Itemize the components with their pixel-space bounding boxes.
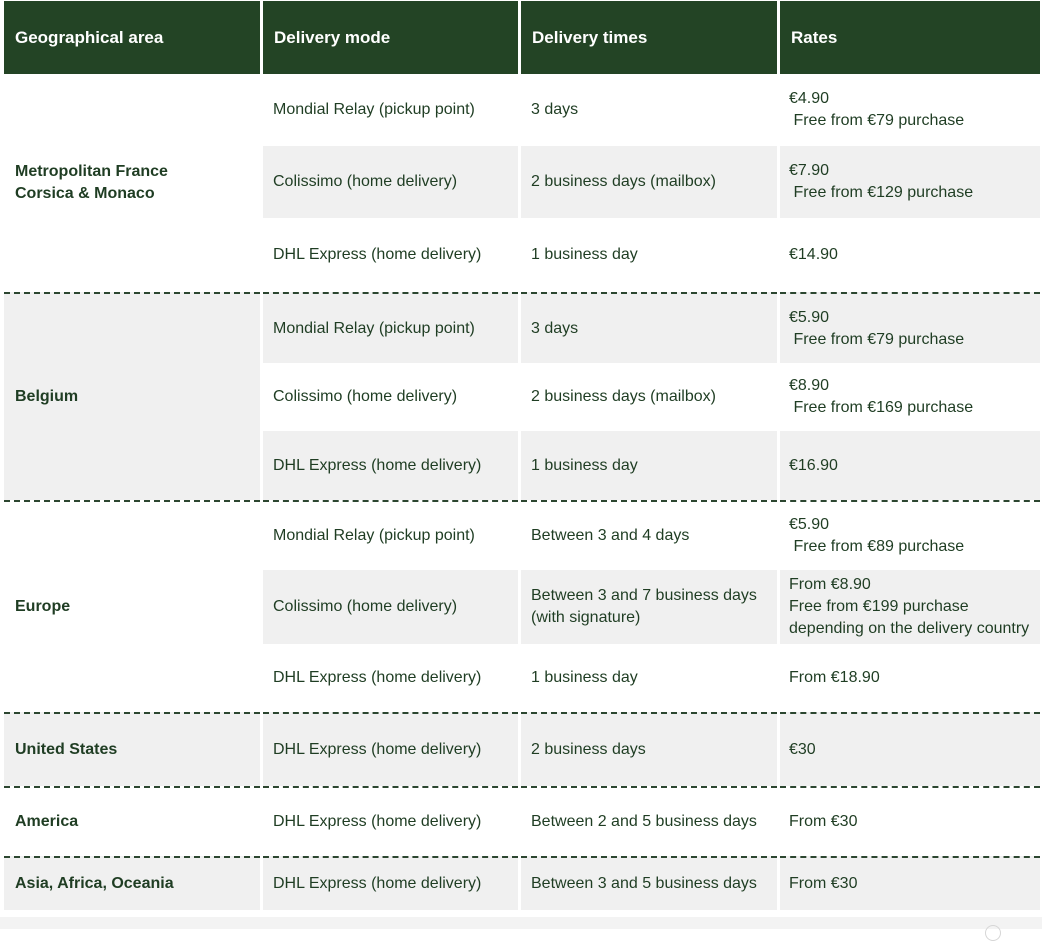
rate-cell: [780, 74, 1040, 146]
rate-cell: [780, 146, 1040, 218]
bottom-strip: [0, 917, 1042, 929]
area-cell: Belgium: [4, 292, 260, 500]
rate-line: Free from €129 purchase: [789, 184, 974, 201]
delivery-mode-cell: Colissimo (home delivery): [263, 146, 518, 218]
delivery-mode-cell: Colissimo (home delivery): [273, 388, 458, 405]
rate-cell: [780, 500, 1040, 570]
delivery-mode-cell: DHL Express (home delivery): [263, 712, 518, 786]
shipping-table: [4, 1, 1039, 917]
rate-cell: [780, 292, 1040, 363]
area-cell: United States: [4, 712, 260, 786]
rate-line: €5.90: [789, 516, 830, 533]
rate-line: Free from €199 purchase: [789, 598, 969, 615]
header-delivery-times: Delivery times: [521, 1, 777, 74]
rate-cell: [780, 786, 1040, 856]
delivery-time-cell: 3 days: [531, 101, 579, 118]
delivery-time-cell: 1 business day: [521, 431, 777, 500]
rate-cell: [780, 363, 1040, 431]
delivery-time-cell: 1 business day: [531, 669, 638, 686]
delivery-mode-cell: DHL Express (home delivery): [273, 669, 482, 686]
rate-line: €14.90: [789, 246, 838, 263]
delivery-mode-cell: DHL Express (home delivery): [273, 246, 482, 263]
delivery-time-cell: 2 business days (mailbox): [521, 146, 777, 218]
delivery-time-cell: Between 2 and 5 business days: [521, 786, 777, 856]
rate-line: Free from €79 purchase: [789, 112, 965, 129]
header-geographical-area: Geographical area: [4, 1, 260, 74]
delivery-mode-cell: DHL Express (home delivery): [263, 856, 518, 910]
rate-line: €4.90: [789, 90, 830, 107]
delivery-mode-cell: Mondial Relay (pickup point): [273, 101, 475, 118]
area-cell: Asia, Africa, Oceania: [4, 856, 260, 910]
rate-cell: [780, 218, 1040, 292]
rate-line: €16.90: [789, 456, 838, 474]
delivery-time-cell: Between 3 and 7 business days (with signature): [521, 570, 777, 644]
rate-line: €5.90: [789, 308, 830, 326]
delivery-time-cell: Between 3 and 5 business days: [521, 856, 777, 910]
rate-line: Free from €79 purchase: [789, 330, 965, 348]
rate-line: From €30: [789, 875, 858, 892]
delivery-mode-cell: DHL Express (home delivery): [263, 786, 518, 856]
header-delivery-mode: Delivery mode: [263, 1, 518, 74]
delivery-mode-cell: Colissimo (home delivery): [263, 570, 518, 644]
delivery-time-cell: 2 business days (mailbox): [531, 388, 716, 405]
delivery-time-cell: 2 business days: [521, 712, 777, 786]
delivery-mode-cell: DHL Express (home delivery): [263, 431, 518, 500]
rate-line: €30: [789, 741, 816, 758]
rate-line: From €18.90: [789, 669, 880, 686]
header-rates: Rates: [780, 1, 1040, 74]
area-cell: Metropolitan France Corsica & Monaco: [15, 163, 168, 202]
rate-cell: [780, 431, 1040, 500]
delivery-time-cell: Between 3 and 4 days: [521, 500, 777, 570]
rate-cell: [780, 712, 1040, 786]
delivery-time-cell: 1 business day: [531, 246, 638, 263]
rate-line: Free from €89 purchase: [789, 538, 965, 555]
rate-line: depending on the delivery country: [789, 620, 1030, 637]
rate-line: €7.90: [789, 162, 830, 179]
rate-cell: [780, 570, 1040, 644]
rate-line: Free from €169 purchase: [789, 399, 974, 416]
area-cell: America: [4, 786, 260, 856]
delivery-time-cell: 3 days: [521, 292, 777, 363]
delivery-mode-cell: Mondial Relay (pickup point): [263, 500, 518, 570]
rate-line: From €8.90: [789, 576, 871, 593]
rate-line: From €30: [789, 813, 858, 830]
rate-cell: [780, 856, 1040, 910]
rate-line: €8.90: [789, 377, 830, 394]
scroll-indicator: [985, 925, 1001, 941]
area-cell: Europe: [4, 500, 260, 712]
delivery-mode-cell: Mondial Relay (pickup point): [263, 292, 518, 363]
rate-cell: [780, 644, 1040, 712]
